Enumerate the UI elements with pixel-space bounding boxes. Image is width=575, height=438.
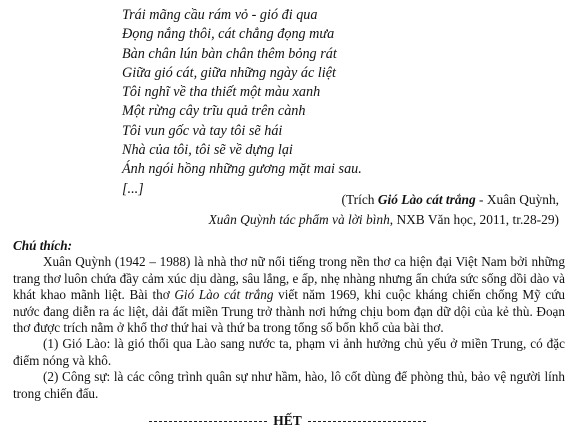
notes-section xyxy=(13,238,565,402)
poem xyxy=(122,6,362,199)
notes-intro xyxy=(13,254,565,336)
citation-work-title: Gió Lào cát trắng xyxy=(377,192,476,207)
notes-intro-poem-title: Gió Lào cát trắng xyxy=(174,287,274,303)
citation-book-title: Xuân Quỳnh tác phẩm và lời bình xyxy=(208,212,390,227)
poem-line: Tôi nghĩ về tha thiết một màu xanh xyxy=(122,84,321,101)
end-label: HẾT xyxy=(273,413,302,428)
poem-line: Giữa gió cát, giữa những ngày ác liệt xyxy=(122,64,336,81)
notes-intro-text: Xuân Quỳnh (1942 – 1988) là nhà thơ nữ nổi tiếng trong nền thơ ca hiện đại Việt Nam bởi những trang thơ luôn chứa đầy cảm xúc dịu dàng, sâu lắng, e ấp, nhẹ nhàng nhưng ẩn chứa sức sống dồi dào và khát khao mãnh liệt. Bài thơ xyxy=(13,254,565,303)
end-divider-left xyxy=(149,421,267,422)
poem-line: Nhà của tôi, tôi sẽ về dựng lại xyxy=(122,142,293,159)
poem-line: Tôi vun gốc và tay tôi sẽ hái xyxy=(122,122,283,139)
citation-prefix: (Trích xyxy=(341,192,378,207)
notes-intro-text-cont: viết năm 1969, khi cuộc kháng chiến chống Mỹ cứu nước đang diễn ra ác liệt, dải đất miền Trung trở thành nơi hứng chịu bom đạn dữ dội của kẻ thù. Đoạn thơ được trích nằm ở khổ thơ thứ hai và thứ ba trong tổng số bốn khổ của bài thơ. xyxy=(13,287,566,336)
citation xyxy=(209,190,559,230)
poem-ellipsis: [...] xyxy=(122,180,144,197)
notes-heading: Chú thích: xyxy=(13,238,73,253)
citation-publisher: , NXB Văn học, 2011, tr.28-29) xyxy=(389,212,559,227)
poem-line: Ánh ngói hồng những gương mặt mai sau. xyxy=(122,161,362,178)
end-divider-right xyxy=(308,421,426,422)
poem-line: Đọng nắng thôi, cát chẳng đọng mưa xyxy=(122,26,335,43)
end-marker xyxy=(0,413,575,429)
poem-line: Bàn chân lún bàn chân thêm bỏng rát xyxy=(122,45,337,62)
poem-line: Một rừng cây trĩu quả trên cành xyxy=(122,103,306,120)
citation-author: - Xuân Quỳnh, xyxy=(475,192,559,207)
poem-line: Trái mãng cầu rám vỏ - gió đi qua xyxy=(122,7,318,23)
note-2: (2) Công sự: là các công trình quân sự như hầm, hào, lô cốt dùng để phòng thủ, bảo vệ người lính trong chiến đấu. xyxy=(13,369,565,401)
note-1: (1) Gió Lào: là gió thổi qua Lào sang nước ta, phạm vi ảnh hưởng chủ yếu ở miền Trung, có đặc điểm nóng và khô. xyxy=(13,336,565,368)
